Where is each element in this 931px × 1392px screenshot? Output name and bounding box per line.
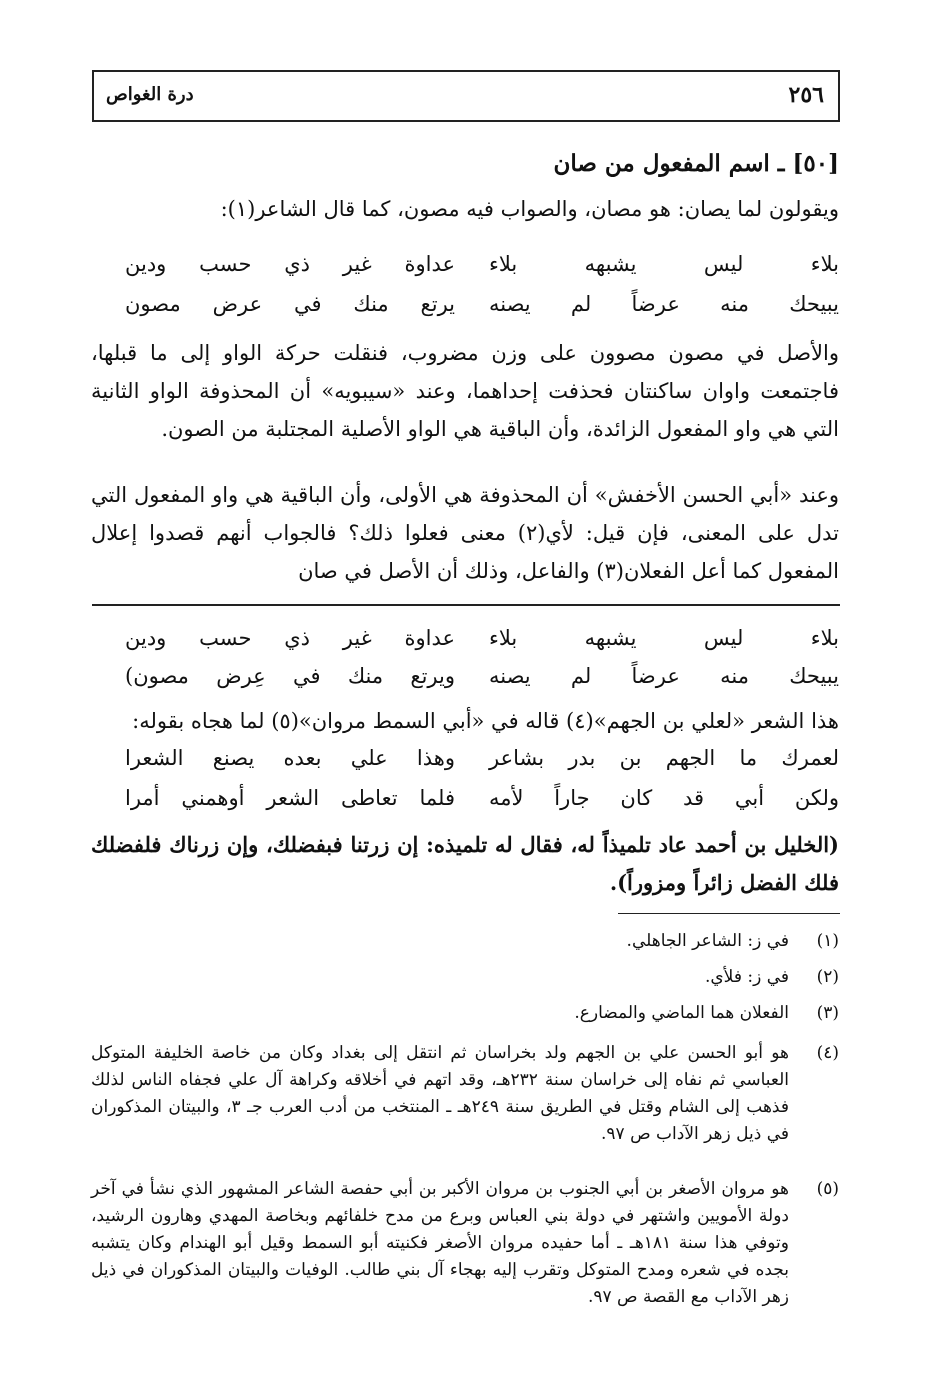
paragraph-origin: والأصل في مصون مصوون على وزن مضروب، فنقلت حركة الواو إلى ما قبلها، فاجتمعت واوان ساكنتان فحذفت إحداهما، وعند «سيبويه» أن المحذوفة الواو الثانية التي هي واو المفعول الزائدة، وأن الباقية هي الواو الأصلية المجتلبة من الصون. <box>91 341 839 441</box>
footnote <box>91 928 839 955</box>
verse-first-hemistich: ولكن أبي قد كان جاراً لأمه <box>489 786 839 810</box>
footnote-text: الفعلان هما الماضي والمضارع. <box>574 1003 789 1023</box>
verse-line <box>91 786 839 826</box>
verse-line <box>91 626 839 666</box>
footnote-text: في ز: فلأي. <box>704 967 789 987</box>
footnote <box>91 964 839 991</box>
footnote-number: (٣) <box>816 1003 839 1023</box>
footnote-number: (١) <box>816 931 839 951</box>
footnote <box>91 1040 839 1148</box>
verse-line <box>91 664 839 704</box>
page-number: ٢٥٦ <box>788 82 824 108</box>
footnote-text: هو مروان الأصغر بن أبي الجنوب بن مروان الأكبر بن أبي حفصة الشاعر المشهور الذي نشأ في آخر دولة الأمويين واشتهر في دولة بني العباس وبرع من مدح خلفائهم وبخاصة المهدي وهارون الرشيد، وتوفي هذا سنة ١٨١هـ ـ أما حفيده مروان الأصغر فكنيته أبو السمط وقيل أبو الهندام وكان يتشبه بجده في شعره ومدح المتوكل وتقرب إليه بهجاء آل بني طالب. الوفيات والبيتان المذكوران في ذيل زهر الآداب مع القصة ص ٩٧. <box>91 1179 789 1307</box>
footnote <box>91 1176 839 1311</box>
section-heading: [٥٠] ـ اسم المفعول من صان <box>553 150 839 177</box>
running-header <box>92 70 840 122</box>
footnote-divider <box>618 913 840 914</box>
verse-first-hemistich: بلاء ليس يشبهه بلاء <box>489 626 839 650</box>
paragraph-akhfash: وعند «أبي الحسن الأخفش» أن المحذوفة هي الأولى، وأن الباقية هي واو المفعول التي تدل على المعنى، فإن قيل: لأي(٢) معنى فعلوا ذلك؟ فالجواب أنهم قصدوا إعلال المفعول كما أعل الفعلان(٣) والفاعل، وذلك أن الأصل في صان <box>91 483 839 583</box>
verse-first-hemistich: يبيحك منه عرضاً لم يصنه <box>489 292 839 316</box>
verse-first-hemistich: يبيحك منه عرضاً لم يصنه <box>489 664 839 688</box>
verse-first-hemistich: لعمرك ما الجهم بن بدر بشاعر <box>489 746 839 770</box>
verse-first-hemistich: بلاء ليس يشبهه بلاء <box>489 252 839 276</box>
footnote-number: (٤) <box>816 1043 839 1063</box>
book-title: درة الغواص <box>106 84 194 105</box>
footnote <box>91 1000 839 1027</box>
verse-second-hemistich: عداوة غير ذي حسب ودين <box>125 626 455 650</box>
verse-line <box>91 292 839 332</box>
footnote-number: (٥) <box>816 1179 839 1199</box>
footnote-text: في ز: الشاعر الجاهلي. <box>626 931 789 951</box>
footnote-text: هو أبو الحسن علي بن الجهم ولد بخراسان ثم انتقل إلى بغداد وكان من خاصة الخليفة المتوكل العباسي ثم نفاه إلى خراسان سنة ٢٣٢هـ، وقد اتهم في أخلاقه وكراهة آل علي فجفاه الناس لذلك فذهب إلى الشام وقتل في الطريق سنة ٢٤٩هـ ـ المنتخب من أدب العرب جـ ٣، والبيتان المذكوران في ذيل زهر الآداب ص ٩٧. <box>91 1043 790 1144</box>
verse-line <box>91 252 839 292</box>
footnote-number: (٢) <box>816 967 839 987</box>
paragraph-intro: ويقولون لما يصان: هو مصان، والصواب فيه مصون، كما قال الشاعر(١): <box>220 197 839 221</box>
verse-second-hemistich: ويرتع منك في عِرض مصون) <box>125 664 455 688</box>
verse-second-hemistich: وهذا علي بعده يصنع الشعرا <box>125 746 455 770</box>
main-text-divider <box>92 604 840 606</box>
poem-attribution: هذا الشعر «لعلي بن الجهم»(٤) قاله في «أبي السمط مروان»(٥) لما هجاه بقوله: <box>132 709 839 733</box>
verse-line <box>91 746 839 786</box>
khalil-anecdote: (الخليل بن أحمد عاد تلميذاً له، فقال له تلميذه: إن زرتنا فبفضلك، وإن زرناك فلفضلك فلك الفضل زائراً ومزوراً). <box>91 832 839 895</box>
verse-second-hemistich: يرتع منك في عرض مصون <box>125 292 455 316</box>
verse-second-hemistich: فلما تعاطى الشعر أوهمني أمرا <box>125 786 455 810</box>
verse-second-hemistich: عداوة غير ذي حسب ودين <box>125 252 455 276</box>
